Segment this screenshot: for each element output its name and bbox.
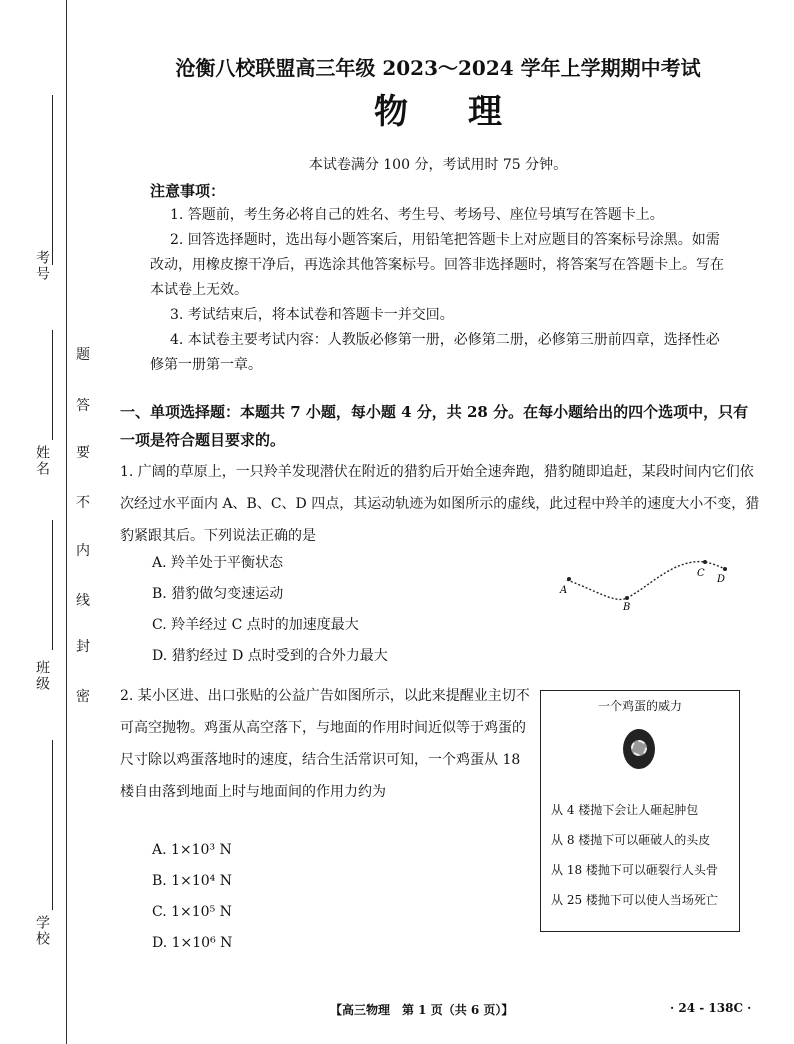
class-blank xyxy=(52,520,53,650)
exam-meta: 本试卷满分 100 分，考试用时 75 分钟。 xyxy=(308,157,568,173)
section-heading: 一、单项选择题：本题共 7 小题，每小题 4 分，共 28 分。在每小题给出的四个选项中，只有一项是符合题目要求的。 xyxy=(120,403,749,449)
cracked-egg-icon xyxy=(623,729,655,769)
note-item: 3. 考试结束后，将本试卷和答题卡一并交回。 xyxy=(170,307,454,323)
seal-char: 封 xyxy=(76,639,90,655)
seal-char: 题 xyxy=(76,347,90,363)
question-2-stem: 2. 某小区进、出口张贴的公益广告如图所示，以此来提醒业主切不可高空抛物。鸡蛋从高空落下，与地面的作用时间近似等于鸡蛋的尺寸除以鸡蛋落地时的速度，结合生活常识可知，一个鸡蛋从 18 楼自由落到地面上时与地面间的作用力约为 xyxy=(120,688,530,800)
point-c-dot xyxy=(703,560,707,564)
page-footer: 【高三物理 第 1 页（共 6 页）】 xyxy=(330,1003,514,1017)
note-item: 4. 本试卷主要考试内容：人教版必修第一册，必修第二册，必修第三册前四章，选择性必修第一册第一章。 xyxy=(150,332,720,373)
point-c-label: C xyxy=(697,568,705,579)
option-c[interactable]: C. 1×10⁵ N xyxy=(152,904,232,920)
seal-char: 内 xyxy=(76,543,90,559)
option-d[interactable]: D. 猎豹经过 D 点时受到的合外力最大 xyxy=(152,648,388,664)
option-a[interactable]: A. 羚羊处于平衡状态 xyxy=(152,555,284,571)
point-d-label: D xyxy=(717,574,726,585)
notes-heading: 注意事项： xyxy=(150,182,226,200)
option-a[interactable]: A. 1×10³ N xyxy=(152,842,232,858)
trajectory-diagram xyxy=(555,552,730,612)
poster-line: 从 4 楼抛下会让人砸起肿包 xyxy=(551,803,699,817)
name-blank xyxy=(52,330,53,440)
seal-char: 线 xyxy=(76,593,90,609)
subject-title: 物理 xyxy=(374,92,562,132)
question-2-options xyxy=(152,835,232,959)
school-blank xyxy=(52,740,53,910)
exam-no-blank xyxy=(52,95,53,265)
option-b[interactable]: B. 1×10⁴ N xyxy=(152,873,232,889)
point-b-dot xyxy=(625,596,629,600)
seal-char: 密 xyxy=(76,689,90,705)
option-b[interactable]: B. 猎豹做匀变速运动 xyxy=(152,586,284,602)
option-c[interactable]: C. 羚羊经过 C 点时的加速度最大 xyxy=(152,617,359,633)
poster-title: 一个鸡蛋的威力 xyxy=(597,699,682,713)
question-1-options xyxy=(152,548,388,672)
exam-no-label: 考号 xyxy=(34,250,50,282)
note-item: 1. 答题前，考生务必将自己的姓名、考生号、考场号、座位号填写在答题卡上。 xyxy=(170,207,664,223)
poster-line: 从 25 楼抛下可以使人当场死亡 xyxy=(551,893,718,907)
question-1-stem: 1. 广阔的草原上，一只羚羊发现潜伏在附近的猎豹后开始全速奔跑，猎豹随即追赶，某段时间内它们依次经过水平面内 A、B、C、D 四点，其运动轨迹为如图所示的虚线，此过程中羚羊的速度大小不变，猎豹紧跟其后。下列说法正确的是 xyxy=(120,464,760,544)
poster-line: 从 8 楼抛下可以砸破人的头皮 xyxy=(551,833,711,847)
point-d-dot xyxy=(723,567,727,571)
seal-char: 要 xyxy=(76,445,90,461)
exam-code: · 24 - 138C · xyxy=(670,1001,752,1015)
class-label: 班级 xyxy=(34,660,50,692)
exam-title: 沧衡八校联盟高三年级 2023～2024 学年上学期期中考试 xyxy=(175,56,701,80)
seal-char: 不 xyxy=(76,495,90,511)
point-b-label: B xyxy=(623,602,631,612)
poster-line: 从 18 楼抛下可以砸裂行人头骨 xyxy=(551,863,718,877)
seal-char: 答 xyxy=(76,398,90,414)
binding-line xyxy=(66,0,67,1044)
safety-poster xyxy=(540,690,740,932)
school-label: 学校 xyxy=(34,915,50,947)
point-a-dot xyxy=(567,577,571,581)
option-d[interactable]: D. 1×10⁶ N xyxy=(152,935,233,951)
point-a-label: A xyxy=(560,585,568,596)
note-item: 2. 回答选择题时，选出每小题答案后，用铅笔把答题卡上对应题目的答案标号涂黑。如需改动，用橡皮擦干净后，再选涂其他答案标号。回答非选择题时，将答案写在答题卡上。写在本试卷上无效。 xyxy=(150,232,724,298)
name-label: 姓名 xyxy=(34,445,50,477)
